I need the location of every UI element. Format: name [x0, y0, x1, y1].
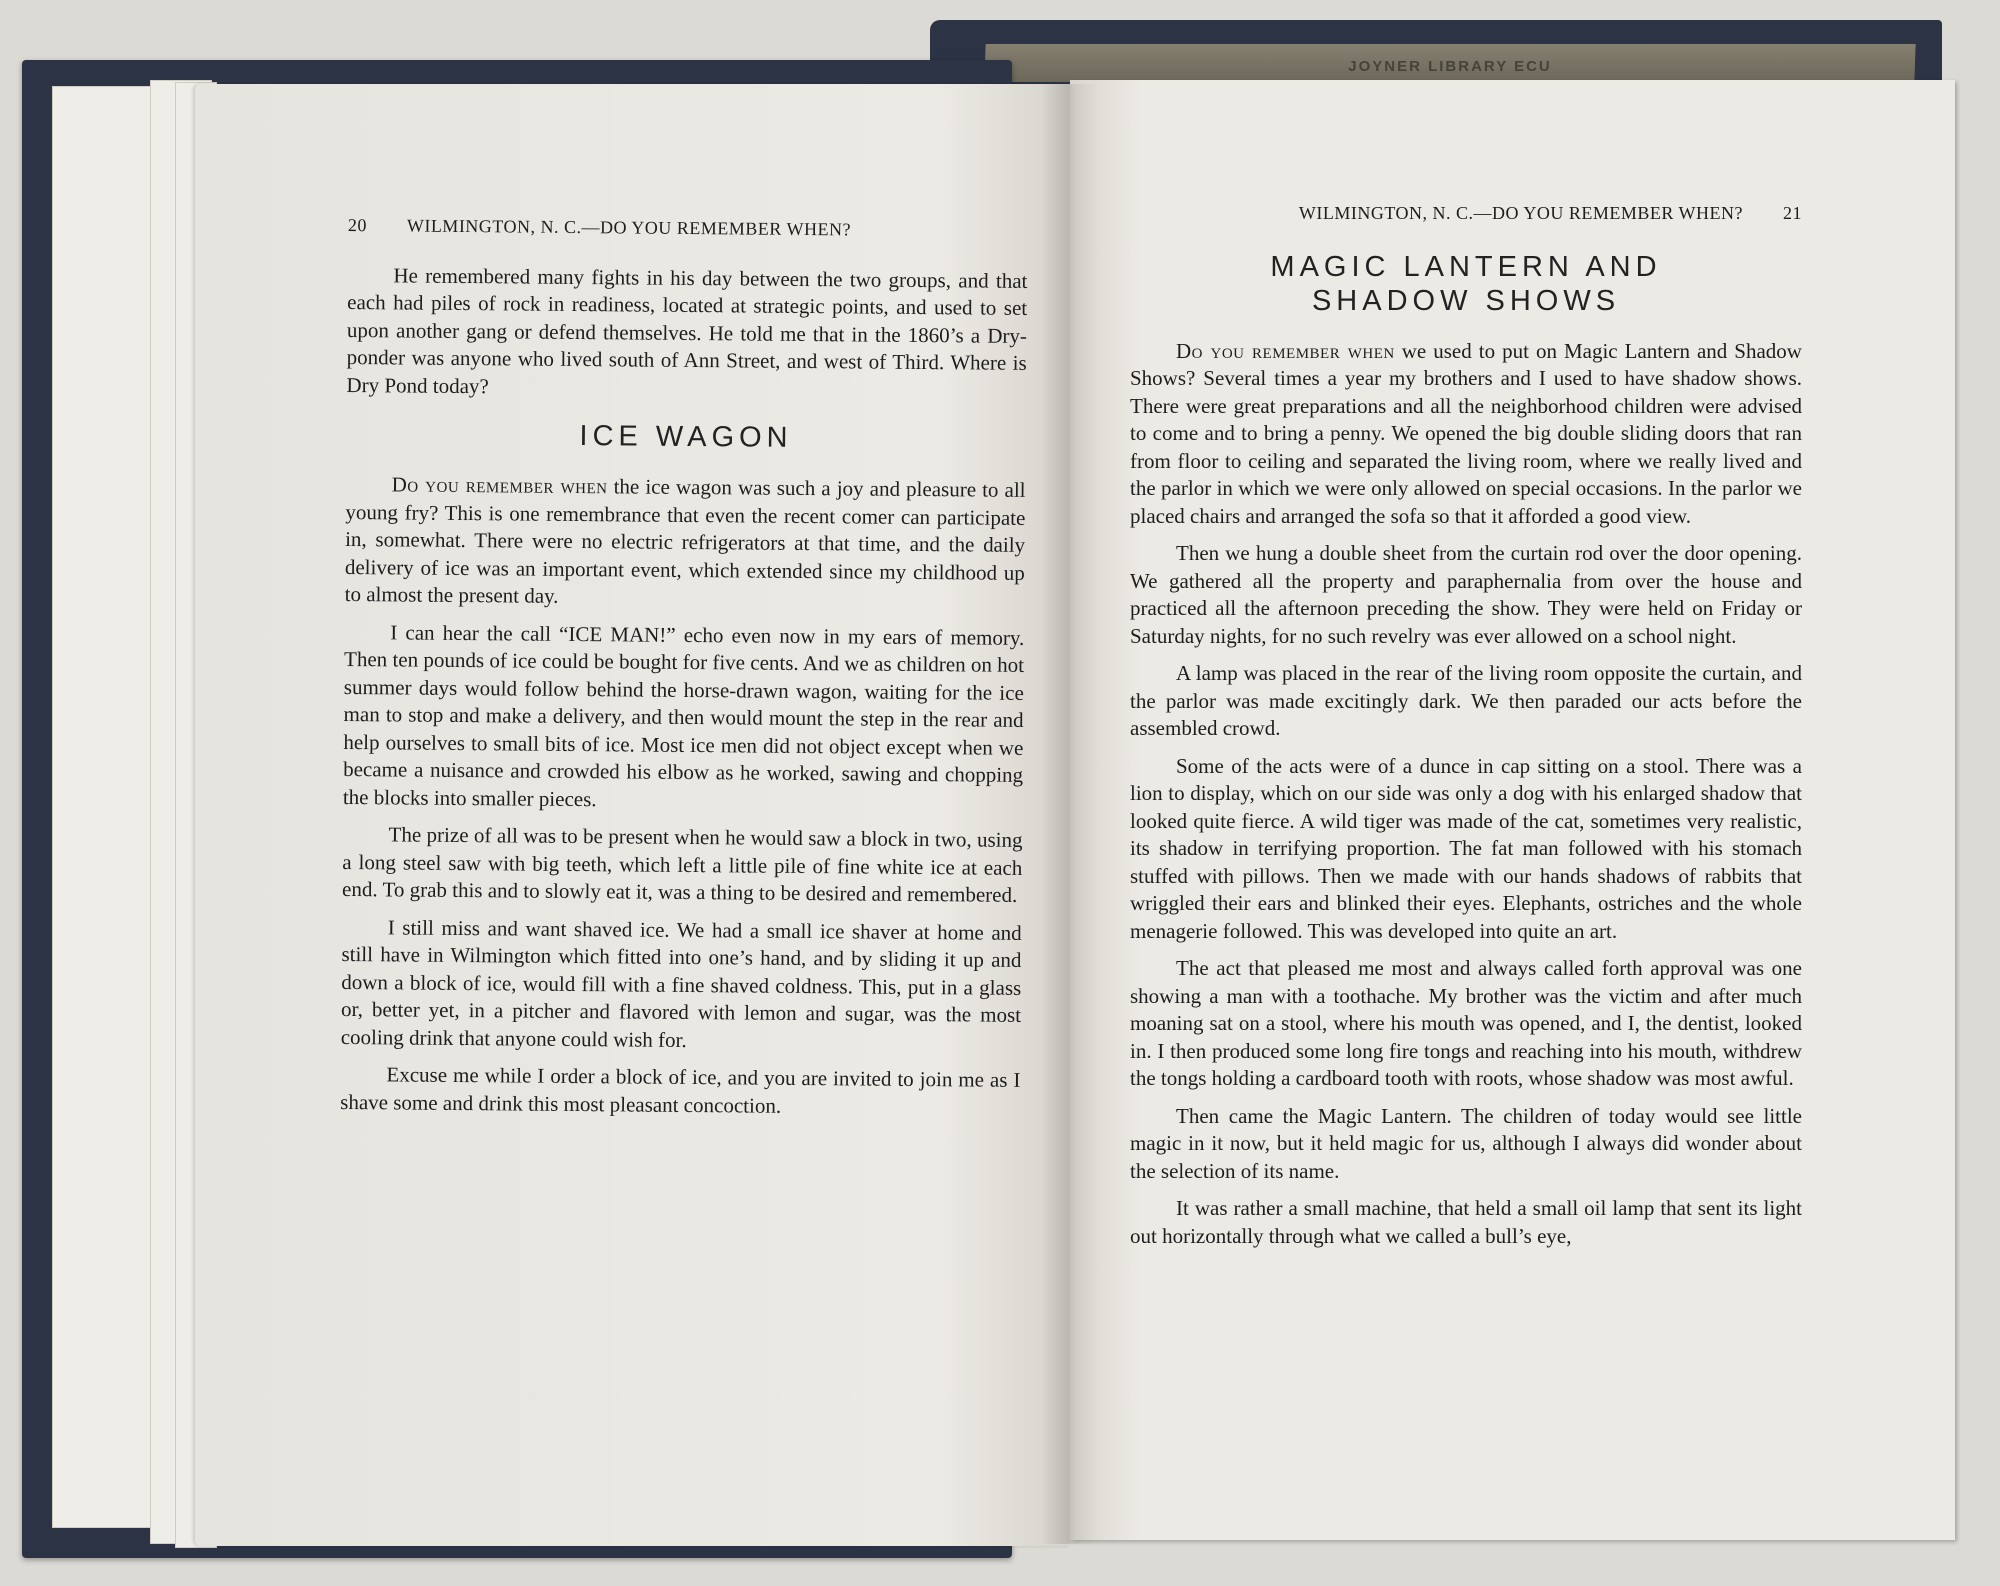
- paragraph: Excuse me while I order a block of ice, and you are invited to join me as I shave some and drink this most pleasant concoction.: [340, 1062, 1021, 1118]
- paragraph: The prize of all was to be present when he would saw a block in two, using a long steel saw with big teeth, which left a little pile of fine white ice at each end. To grab this and to slowly eat it, was a thing to be desired and remembered.: [341, 822, 1023, 907]
- paragraph: [1130, 338, 1802, 531]
- paragraph: Then we hung a double sheet from the curtain rod over the door opening. We gathered all the property and paraphernalia from over the house and practiced all the afternoon preceding the show. They were held on Friday or Saturday nights, for no such revelry was ever allowed on a school night.: [1130, 541, 1802, 648]
- lead-in: Do you remember when: [1176, 338, 1395, 363]
- page-number: 21: [1783, 203, 1802, 223]
- right-page-text: [1130, 200, 1802, 1260]
- section-title-line: SHADOW SHOWS: [1311, 284, 1621, 317]
- left-running-head: [348, 212, 1028, 245]
- paragraph: He remembered many fights in his day between the two groups, and that each had piles of rock in readiness, located at strategic points, and used to set upon another gang or defend themselves. He told me that in the 1860’s a Dry-ponder was anyone who lived south of Ann Street, and west of Third. Where is Dry Pond today?: [346, 262, 1028, 398]
- running-head-title: WILMINGTON, N. C.—DO YOU REMEMBER WHEN?: [406, 215, 852, 240]
- paragraph-text: we used to put on Magic Lantern and Shadow Shows? Several times a year my brothers and I used to have shadow shows. There were great preparations and all the neighborhood children were advised to come and to bring a penny. We opened the big double sliding doors that ran from floor to ceiling and separated the living room, where we really lived and the parlor in which we were only allowed on special occasions. In the parlor we placed chairs and arranged the sofa so that it afforded a good view.: [1130, 338, 1802, 528]
- running-head-title: WILMINGTON, N. C.—DO YOU REMEMBER WHEN?: [1298, 203, 1743, 223]
- paragraph: It was rather a small machine, that held a small oil lamp that sent its light out horizontally through what we called a bull’s eye,: [1130, 1196, 1802, 1248]
- section-title-ice-wagon: ICE WAGON: [579, 420, 793, 454]
- paragraph: The act that pleased me most and always called forth approval was one showing a man with a toothache. My brother was the victim and after much moaning sat on a stool, where his mouth was opened, and I, the dentist, looked in. I then produced some long fire tongs and reaching into his mouth, withdrew the tongs holding a cardboard tooth with roots, whose shadow was most awful.: [1130, 956, 1802, 1090]
- section-title-magic-lantern: [1130, 250, 1802, 318]
- library-stamp: JOYNER LIBRARY ECU: [1348, 58, 1552, 75]
- gutter-shadow: [1040, 84, 1100, 1544]
- paragraph: [345, 471, 1026, 614]
- right-running-head: [1130, 200, 1802, 228]
- section-title-line: MAGIC LANTERN AND: [1270, 250, 1662, 283]
- paragraph-text: the ice wagon was such a joy and pleasure to all young fry? This is one remembrance that even the recent comer can participate in, somewhat. There were no electric refrigerators at that time, and the daily delivery of ice was an important event, which extended since my childhood up to almost the present day.: [344, 474, 1026, 608]
- paragraph: I still miss and want shaved ice. We had a small ice shaver at home and still have in Wilmington which fitted into one’s hand, and by sliding it up and down a block of ice, would fill with a fine shaved coldness. This, put in a glass or, better yet, in a pitcher and flavored with lemon and sugar, was the most cooling drink that anyone could wish for.: [340, 914, 1022, 1052]
- lead-in: Do you remember when: [391, 472, 608, 499]
- paragraph: I can hear the call “ICE MAN!” echo even now in my ears of memory. Then ten pounds of ice could be bought for five cents. And we as children on hot summer days would follow behind the horse-drawn wagon, waiting for the ice man to stop and make a delivery, and then would mount the step in the rear and help ourselves to small bits of ice. Most ice men did not object except when we became a nuisance and crowded his elbow as he worked, sawing and chopping the blocks into smaller pieces.: [342, 619, 1025, 811]
- paragraph: Some of the acts were of a dunce in cap sitting on a stool. There was a lion to display, which on our side was only a dog with his enlarged shadow that looked quite fierce. A wild tiger was made of the cat, sometimes very realistic, its shadow in terrifying proportion. The fat man followed with his stomach stuffed with pillows. Then we made with our hands shadows of rabbits that wriggled their ears and blinked their eyes. Elephants, ostriches and the whole menagerie followed. This was developed into quite an art.: [1130, 753, 1802, 943]
- page-number: 20: [347, 214, 367, 236]
- paragraph: A lamp was placed in the rear of the living room opposite the curtain, and the parlor was made excitingly dark. We then paraded our acts before the assembled crowd.: [1130, 661, 1802, 740]
- paragraph: Then came the Magic Lantern. The children of today would see little magic in it now, but it held magic for us, although I always did wonder about the selection of its name.: [1130, 1103, 1802, 1183]
- left-page-text: [340, 212, 1028, 1132]
